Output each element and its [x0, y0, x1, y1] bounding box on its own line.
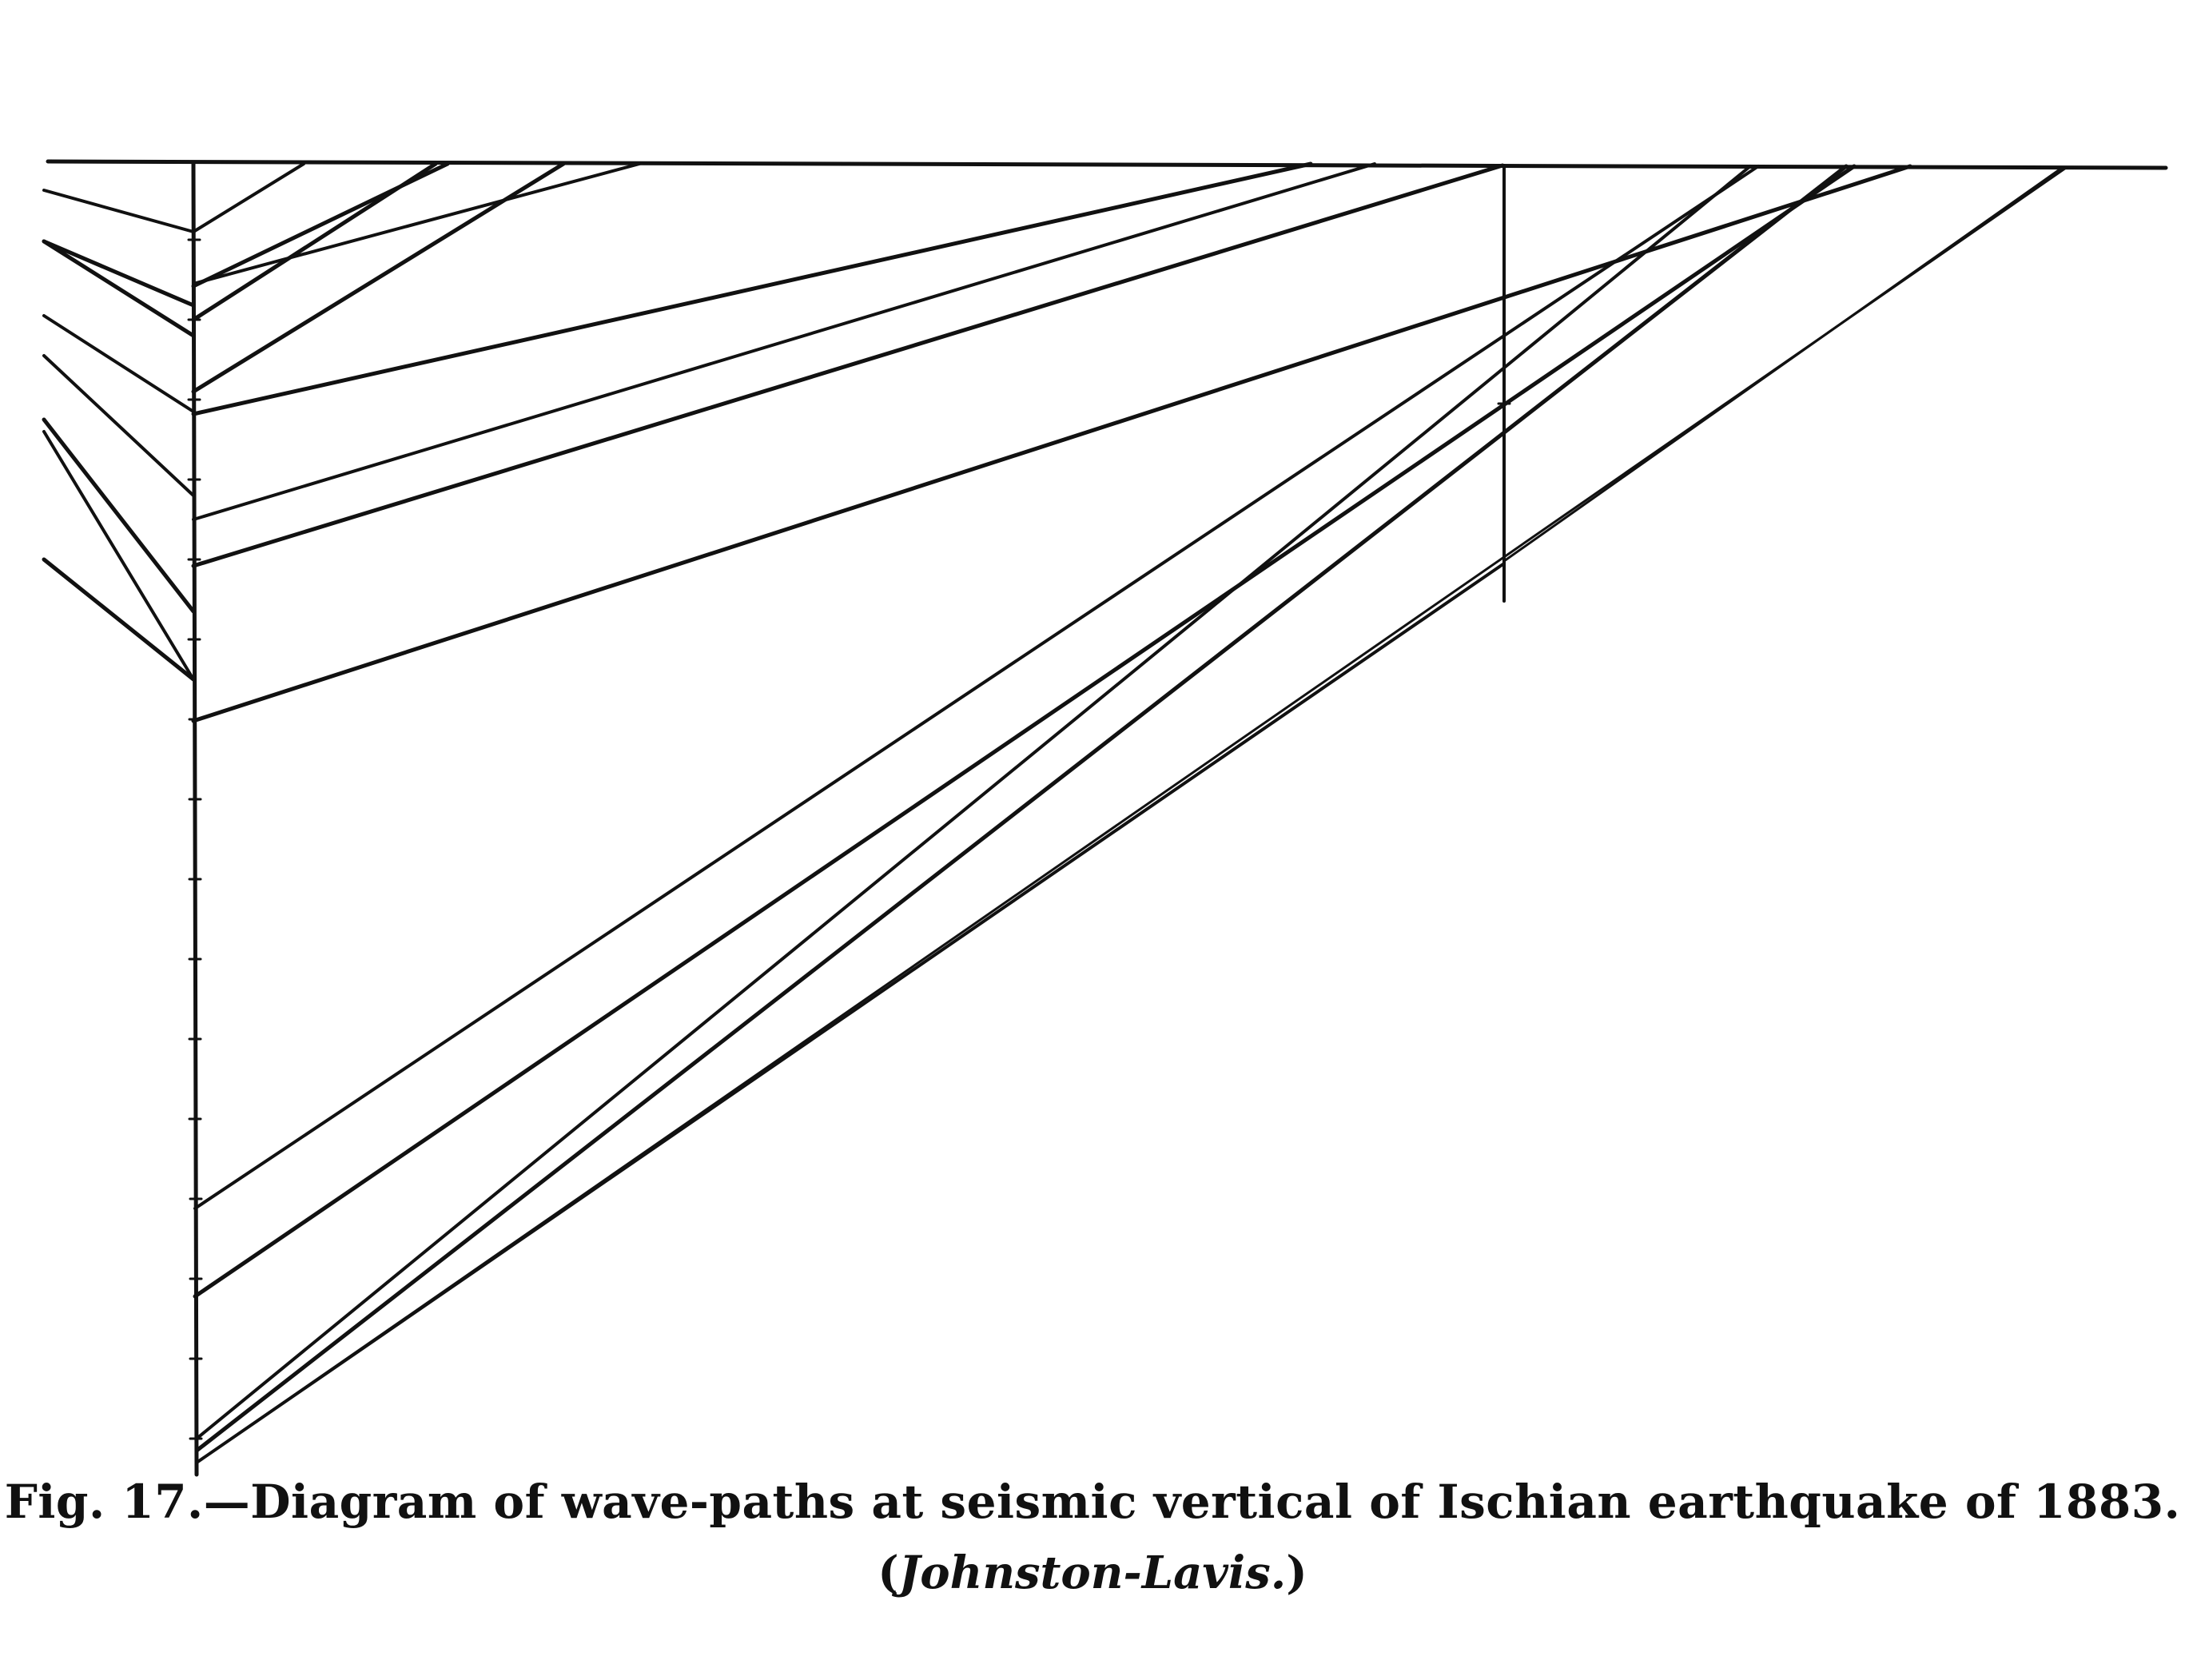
surface-line	[48, 161, 2166, 168]
left-ray	[44, 356, 193, 496]
figure-credit	[0, 1547, 2185, 1599]
left-ray	[44, 432, 193, 679]
credit-close-paren: )	[1286, 1547, 1307, 1599]
figure-caption: Fig. 17.—Diagram of wave-paths at seismic vertical of Ischian earthquake of 1883.	[4, 1475, 2181, 1529]
wave-path	[1504, 168, 2062, 561]
left-ray	[44, 241, 193, 336]
left-ray	[44, 316, 193, 412]
left-ray	[44, 420, 193, 611]
wave-path	[193, 164, 304, 232]
tick-marks	[189, 240, 1510, 1439]
left-ray	[44, 190, 193, 232]
credit-author: Johnston-Lavis.	[898, 1547, 1287, 1599]
left-ray	[44, 241, 193, 305]
wave-path	[193, 164, 639, 284]
credit-open-paren: (	[878, 1547, 899, 1599]
wave-path	[193, 164, 436, 320]
wave-path	[197, 563, 1504, 1463]
left-ray	[44, 559, 193, 679]
wave-path	[197, 166, 1750, 1439]
wave-path	[193, 164, 1375, 520]
wave-path	[195, 166, 1854, 1296]
wave-path	[195, 166, 1758, 1208]
wave-path	[193, 165, 1502, 566]
